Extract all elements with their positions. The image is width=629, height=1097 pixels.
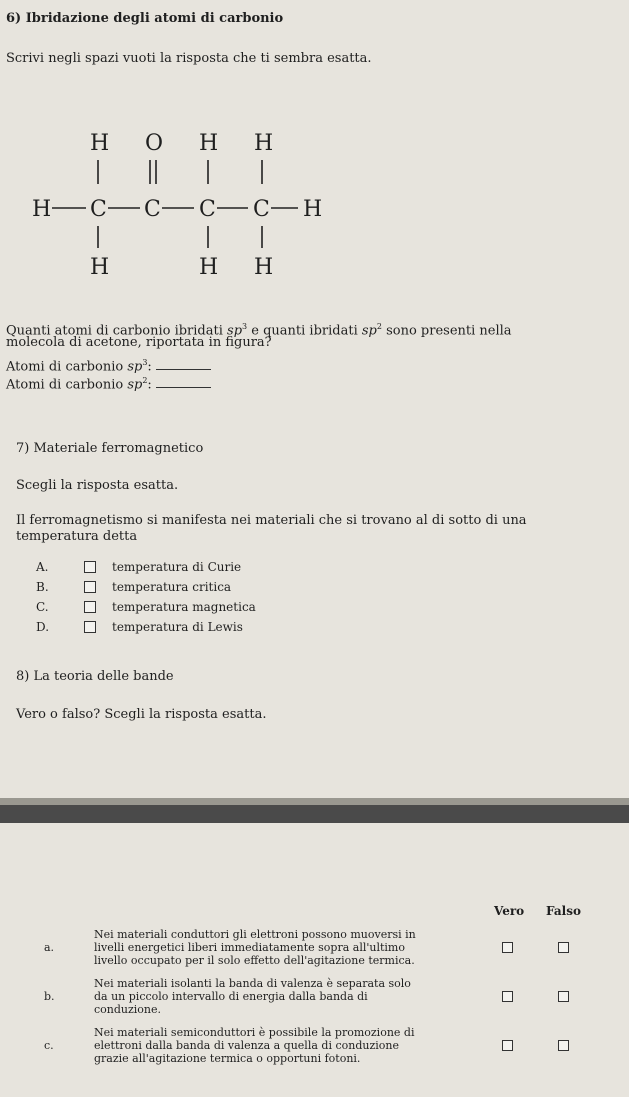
- q7-title: 7) Materiale ferromagnetico: [16, 441, 204, 456]
- option-label: temperatura di Lewis: [112, 620, 243, 634]
- atom-h-top-1: H: [90, 131, 110, 156]
- tf-statement: Nei materiali isolanti la banda di valenza è separata solo da un piccolo intervallo di energia dalla banda di conduzione.: [94, 977, 411, 1016]
- option-checkbox[interactable]: [84, 581, 96, 593]
- q6-question-line1: Quanti atomi di carbonio ibridati $sp^3$ e quanti ibridati $sp^2$ sono presenti nella: [6, 322, 512, 339]
- q7-instruction: Scegli la risposta esatta.: [16, 478, 179, 493]
- true-checkbox[interactable]: [502, 991, 513, 1002]
- page-divider: [0, 805, 629, 823]
- option-a[interactable]: [36, 558, 241, 576]
- atom-h-left: H: [32, 197, 52, 222]
- atom-h-right: H: [303, 197, 323, 222]
- option-checkbox[interactable]: [84, 561, 96, 573]
- answer-sp3-row: Atomi di carbonio $sp^3$:: [6, 354, 211, 375]
- page-divider-light: [0, 798, 629, 805]
- option-letter: B.: [36, 580, 49, 594]
- tf-statement: Nei materiali semiconduttori è possibile la promozione di elettroni dalla banda di valenza a quella di conduzione grazie all'agitazione termica o opportuni fotoni.: [94, 1026, 415, 1065]
- true-checkbox[interactable]: [502, 1040, 513, 1051]
- option-letter: A.: [36, 560, 49, 574]
- atom-h-top-4: H: [254, 131, 274, 156]
- false-checkbox[interactable]: [558, 1040, 569, 1051]
- atom-h-bottom-3: H: [199, 255, 219, 280]
- atom-c-4: C: [253, 197, 270, 222]
- col-true-header: Vero: [494, 904, 525, 918]
- option-c[interactable]: [36, 598, 256, 616]
- answer-sp3-blank[interactable]: [156, 356, 211, 370]
- option-b[interactable]: [36, 578, 231, 596]
- answer-sp2-blank[interactable]: [156, 374, 211, 388]
- atom-h-bottom-4: H: [254, 255, 274, 280]
- option-letter: C.: [36, 600, 49, 614]
- tf-letter: a.: [44, 941, 55, 954]
- option-d[interactable]: [36, 618, 243, 636]
- q6-instruction: Scrivi negli spazi vuoti la risposta che ti sembra esatta.: [6, 51, 372, 66]
- q6-question-line2: molecola di acetone, riportata in figura?: [6, 335, 272, 350]
- acetone-structure: [28, 128, 348, 288]
- true-checkbox[interactable]: [502, 942, 513, 953]
- answer-sp2-row: Atomi di carbonio $sp^2$:: [6, 372, 211, 393]
- q7-question-line2: temperatura detta: [16, 529, 138, 544]
- atom-h-top-3: H: [199, 131, 219, 156]
- atom-c-2: C: [144, 197, 161, 222]
- option-checkbox[interactable]: [84, 601, 96, 613]
- q8-instruction: Vero o falso? Scegli la risposta esatta.: [16, 707, 267, 722]
- q6-title: 6) Ibridazione degli atomi di carbonio: [6, 11, 284, 26]
- option-checkbox[interactable]: [84, 621, 96, 633]
- atom-c-1: C: [90, 197, 107, 222]
- col-false-header: Falso: [546, 904, 581, 918]
- false-checkbox[interactable]: [558, 942, 569, 953]
- tf-statement: Nei materiali conduttori gli elettroni possono muoversi in livelli energetici liberi immediatamente sopra all'ultimo livello occupato per il solo effetto dell'agitazione termica.: [94, 928, 416, 967]
- option-label: temperatura magnetica: [112, 600, 256, 614]
- tf-letter: b.: [44, 990, 55, 1003]
- q7-question-line1: Il ferromagnetismo si manifesta nei materiali che si trovano al di sotto di una: [16, 513, 527, 528]
- atom-c-3: C: [199, 197, 216, 222]
- option-letter: D.: [36, 620, 50, 634]
- atom-o-top: O: [145, 131, 164, 156]
- atom-h-bottom-1: H: [90, 255, 110, 280]
- option-label: temperatura critica: [112, 580, 232, 594]
- false-checkbox[interactable]: [558, 991, 569, 1002]
- q8-title: 8) La teoria delle bande: [16, 669, 174, 684]
- option-label: temperatura di Curie: [112, 560, 242, 574]
- tf-letter: c.: [44, 1039, 54, 1052]
